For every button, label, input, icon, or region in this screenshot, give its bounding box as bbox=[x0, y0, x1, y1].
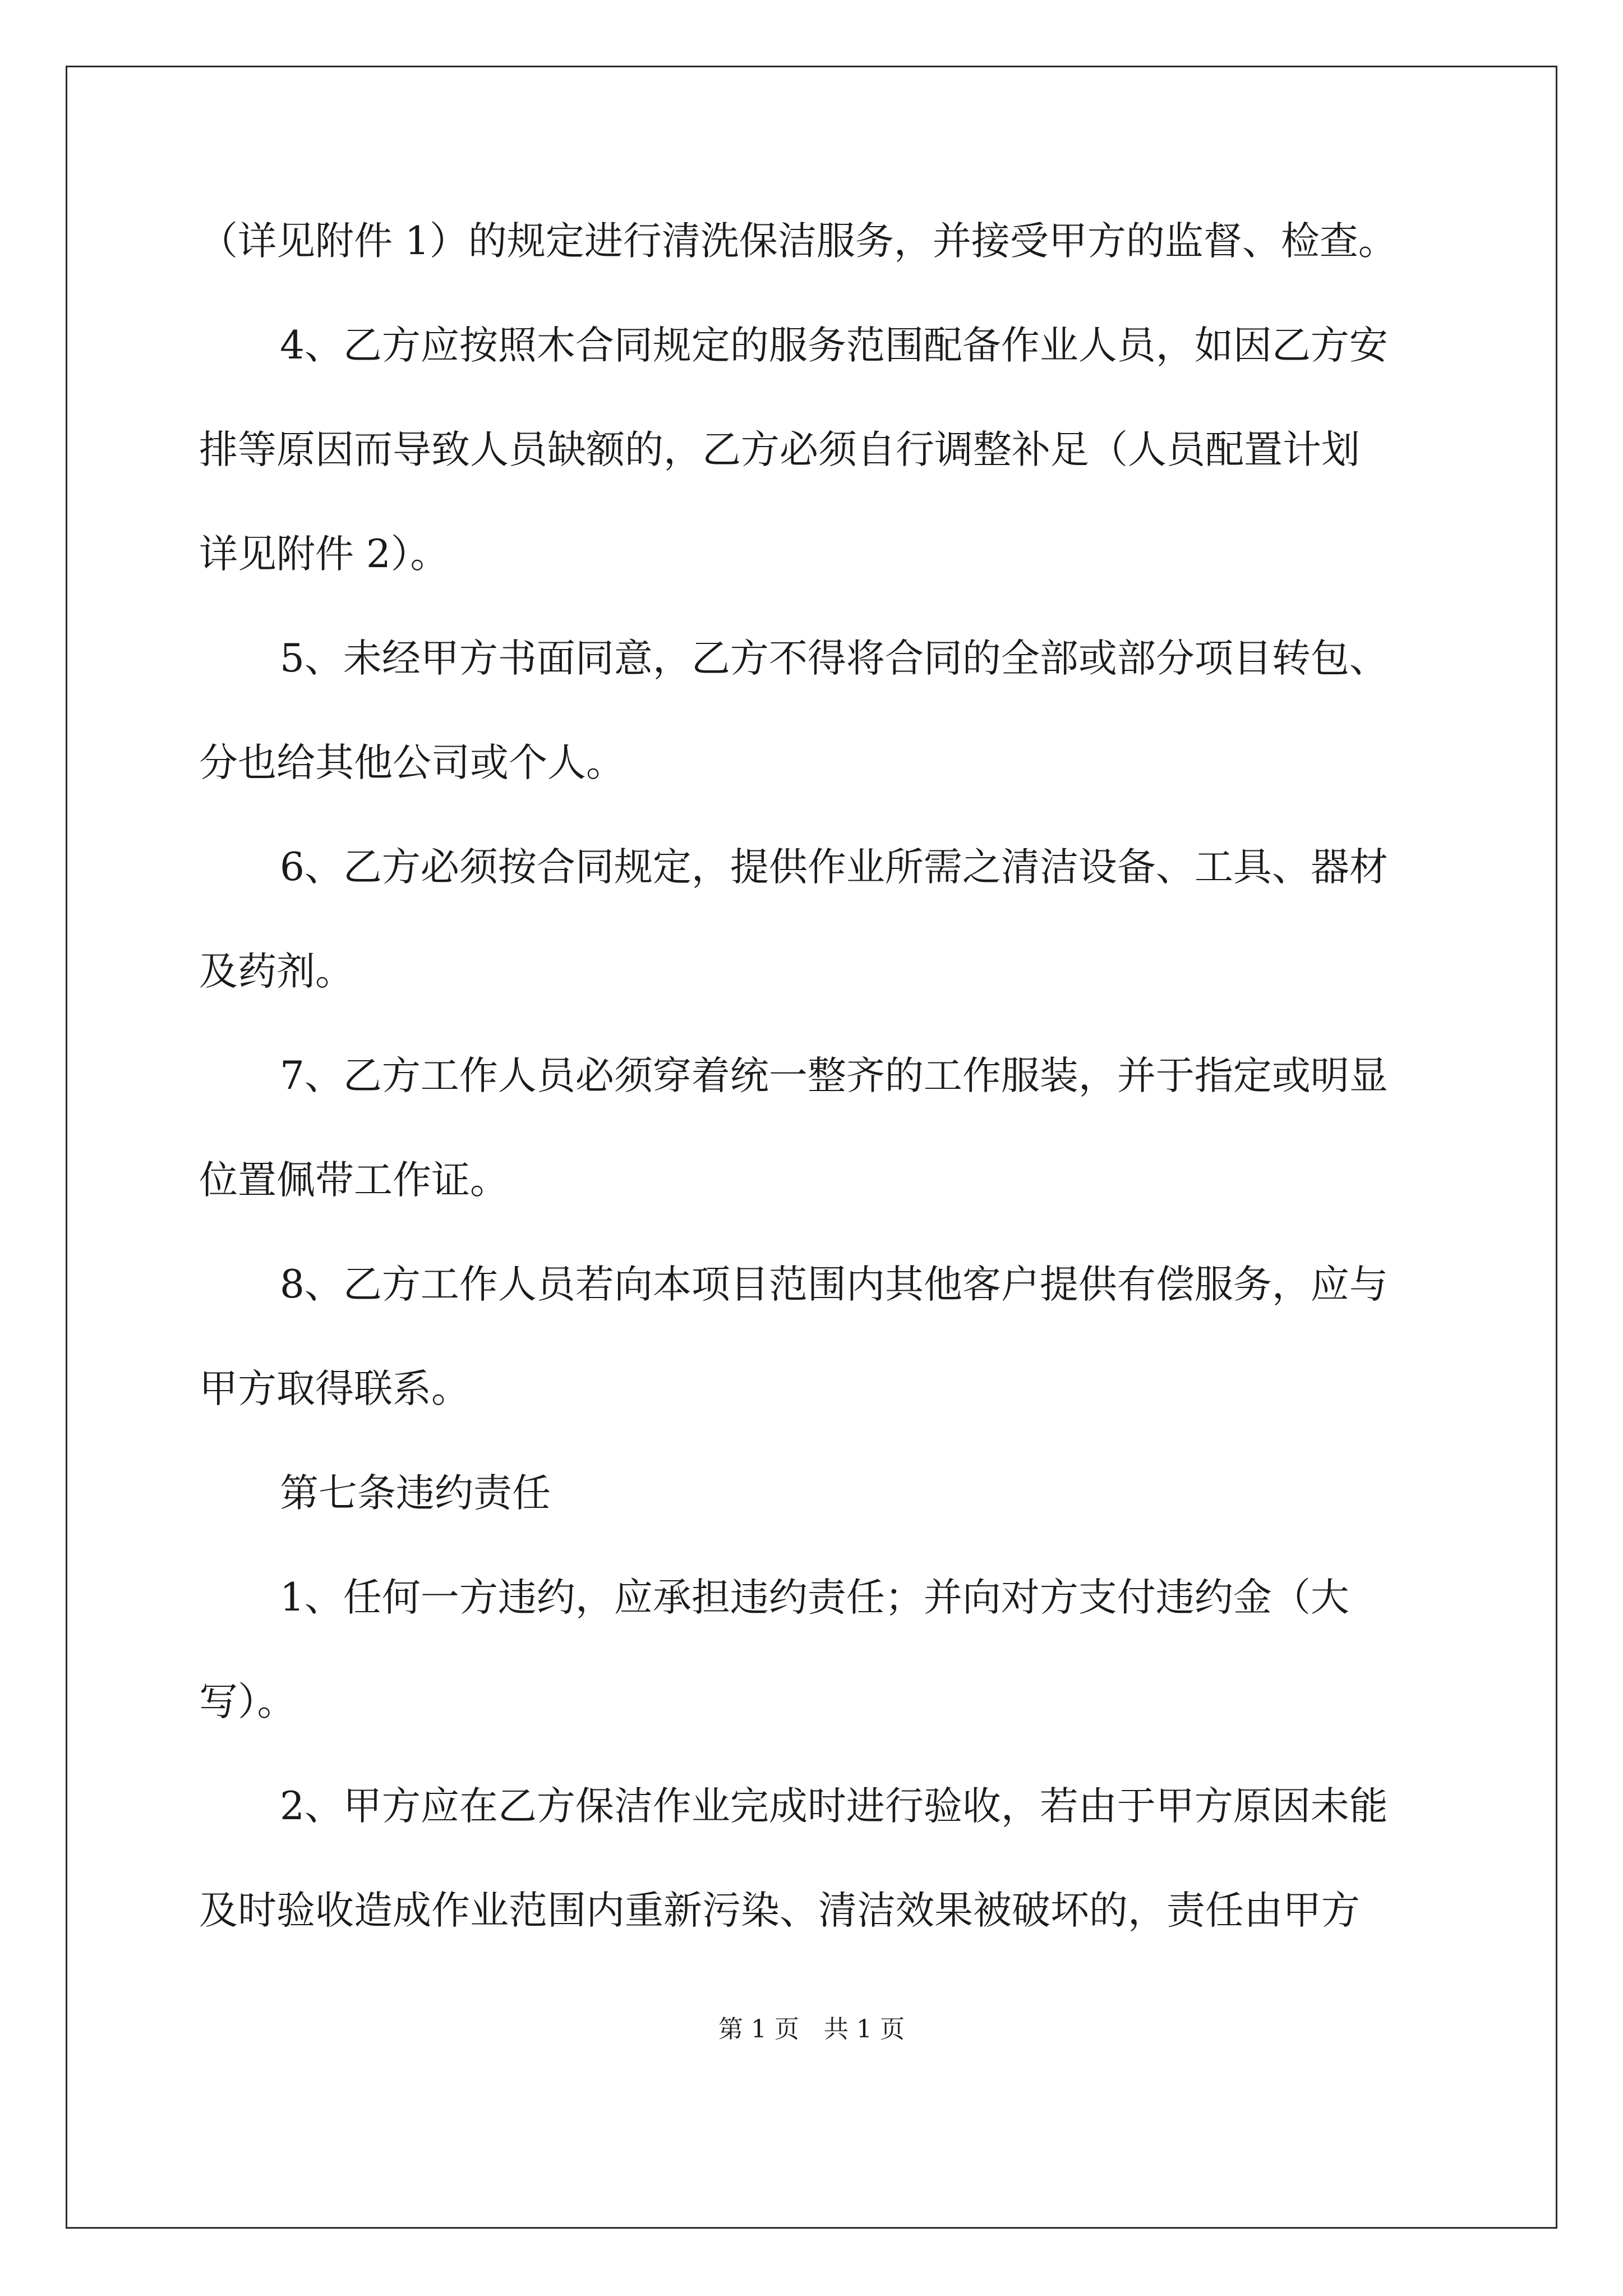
text-line: 排等原因而导致人员缺额的，乙方必须自行调整补足（人员配置计划 bbox=[199, 427, 1360, 472]
text-line: 2、甲方应在乙方保洁作业完成时进行验收，若由于甲方原因未能 bbox=[280, 1784, 1388, 1829]
text-line: 甲方取得联系。 bbox=[199, 1366, 470, 1411]
text-line: 分也给其他公司或个人。 bbox=[199, 740, 625, 785]
text-line: 写）。 bbox=[199, 1680, 296, 1724]
text-line: （详见附件 1）的规定进行清洗保洁服务，并接受甲方的监督、检查。 bbox=[199, 219, 1397, 264]
text-line: 4、乙方应按照木合同规定的服务范围配备作业人员，如因乙方安 bbox=[280, 323, 1388, 368]
text-line: 及时验收造成作业范围内重新污染、清洁效果被破坏的，责任由甲方 bbox=[199, 1888, 1360, 1933]
text-line: 及药剂。 bbox=[199, 949, 354, 994]
text-line: 详见附件 2）。 bbox=[199, 532, 449, 577]
text-line: 8、乙方工作人员若向本项目范围内其他客户提供有偿服务，应与 bbox=[280, 1262, 1388, 1307]
text-line: 位置佩带工作证。 bbox=[199, 1158, 509, 1203]
text-line: 6、乙方必须按合同规定，提供作业所需之清洁设备、工具、器材 bbox=[280, 845, 1388, 890]
section-heading: 第七条违约责任 bbox=[280, 1471, 551, 1516]
page-footer: 第 1 页 共 1 页 bbox=[718, 2015, 905, 2044]
text-line: 5、未经甲方书面同意，乙方不得将合同的全部或部分项目转包、 bbox=[280, 636, 1388, 681]
text-line: 7、乙方工作人员必须穿着统一整齐的工作服装，并于指定或明显 bbox=[280, 1053, 1388, 1098]
text-line: 1、任何一方违约，应承担违约责任；并向对方支付违约金（大 bbox=[280, 1575, 1349, 1620]
